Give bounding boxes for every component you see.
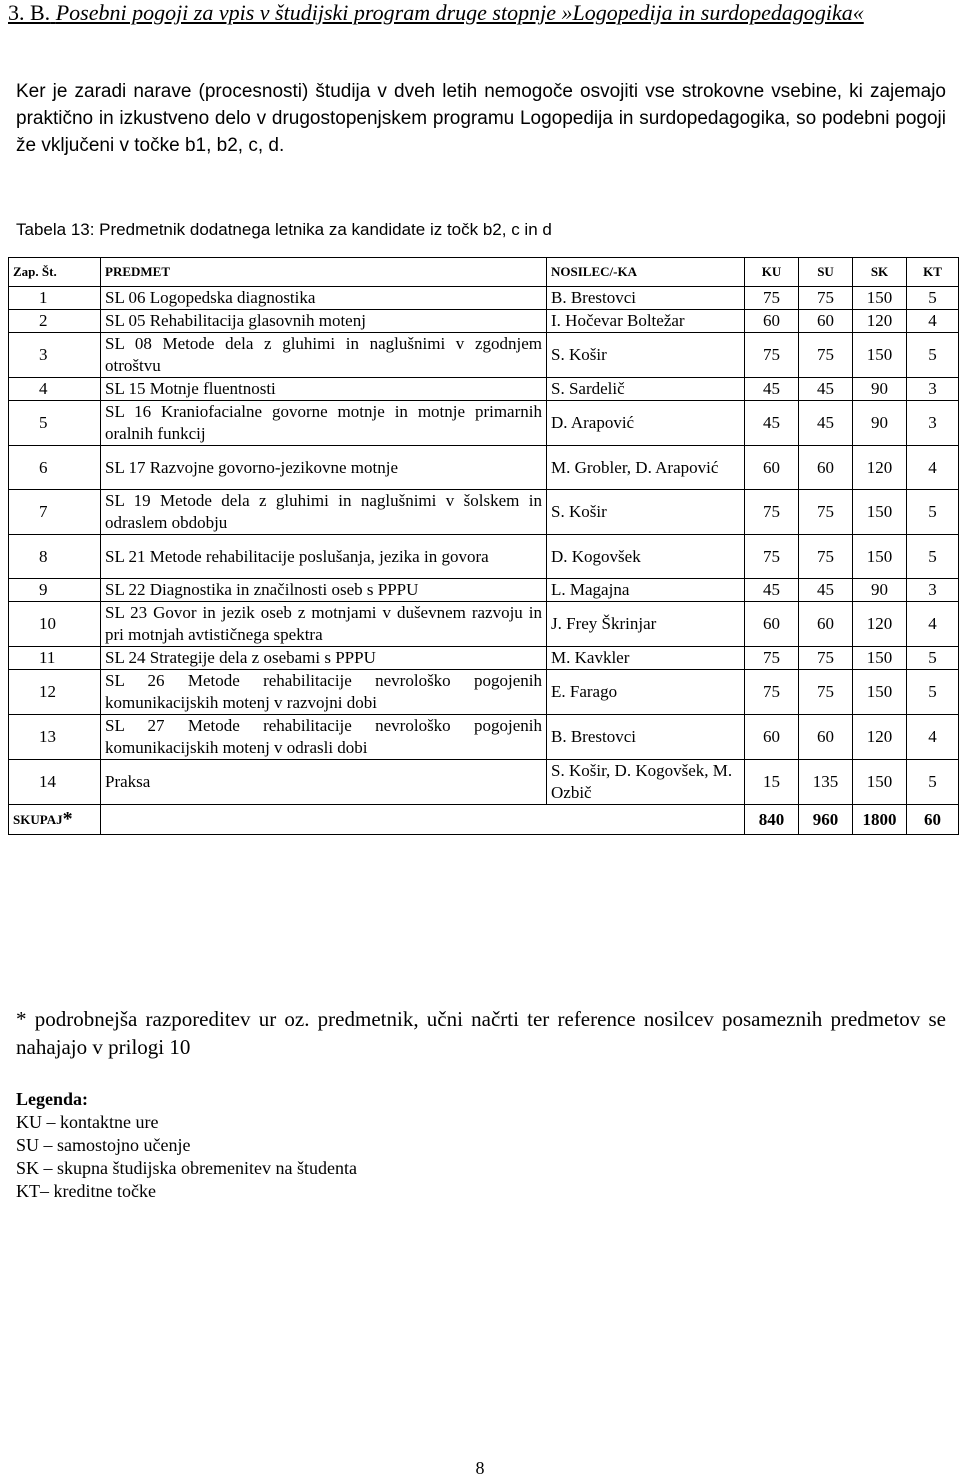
total-label-cell [9,805,101,835]
cell-zap: 11 [9,647,101,670]
cell-predmet: SL 27 Metode rehabilitacije nevrološko pogojenih komunikacijskih motenj v odrasli dobi [101,715,547,760]
header-sk: SK [853,258,907,287]
cell-ku: 75 [745,670,799,715]
cell-kt: 5 [907,287,959,310]
cell-predmet: SL 17 Razvojne govorno-jezikovne motnje [101,446,547,490]
cell-nosilec: E. Farago [547,670,745,715]
cell-su: 45 [799,579,853,602]
cell-ku: 75 [745,535,799,579]
total-label: SKUPAJ [13,812,63,827]
table-row [9,401,959,446]
intro-paragraph: Ker je zaradi narave (procesnosti) študija v dveh letih nemogoče osvojiti vse strokovne vsebine, ki zajemajo praktično in izkustveno delo v drugostopenjskem programu Logopedija in surdopedagogika, so podebni pogoji že vključeni v točke b1, b2, c, d. [16,81,946,156]
table-row [9,333,959,378]
table-row [9,647,959,670]
cell-zap: 13 [9,715,101,760]
cell-predmet: SL 23 Govor in jezik oseb z motnjami v duševnem razvoju in pri motnjah avtističnega spektra [101,602,547,647]
cell-sk: 120 [853,602,907,647]
cell-kt: 4 [907,446,959,490]
cell-zap: 14 [9,760,101,805]
cell-zap: 2 [9,310,101,333]
table-row [9,490,959,535]
total-ku: 840 [745,805,799,835]
section-heading [8,0,952,25]
total-kt: 60 [907,805,959,835]
cell-ku: 60 [745,446,799,490]
cell-predmet: SL 08 Metode dela z gluhimi in naglušnimi v zgodnjem otroštvu [101,333,547,378]
cell-nosilec: S. Sardelič [547,378,745,401]
cell-zap: 12 [9,670,101,715]
cell-sk: 90 [853,378,907,401]
cell-sk: 150 [853,760,907,805]
cell-ku: 75 [745,333,799,378]
cell-ku: 75 [745,287,799,310]
cell-nosilec: B. Brestovci [547,715,745,760]
cell-ku: 45 [745,401,799,446]
cell-predmet: SL 24 Strategije dela z osebami s PPPU [101,647,547,670]
cell-nosilec: B. Brestovci [547,287,745,310]
cell-predmet: Praksa [101,760,547,805]
cell-predmet: SL 15 Motnje fluentnosti [101,378,547,401]
cell-ku: 60 [745,602,799,647]
table-row [9,446,959,490]
section-title: Posebni pogoji za vpis v študijski program druge stopnje »Logopedija in surdopedagogika« [55,0,864,25]
cell-kt: 5 [907,490,959,535]
cell-predmet: SL 21 Metode rehabilitacije poslušanja, jezika in govora [101,535,547,579]
cell-sk: 120 [853,310,907,333]
table-row [9,760,959,805]
cell-su: 60 [799,310,853,333]
table-row [9,579,959,602]
cell-sk: 150 [853,287,907,310]
table-row [9,310,959,333]
cell-su: 75 [799,670,853,715]
cell-ku: 45 [745,378,799,401]
cell-zap: 8 [9,535,101,579]
cell-kt: 5 [907,333,959,378]
cell-nosilec: M. Grobler, D. Arapović [547,446,745,490]
section-number: 3. B. [8,0,51,25]
cell-predmet: SL 06 Logopedska diagnostika [101,287,547,310]
total-sk: 1800 [853,805,907,835]
table-row [9,602,959,647]
curriculum-table [8,257,959,835]
legend-item: KU – kontaktne ure [16,1112,159,1132]
legend-item: SK – skupna študijska obremenitev na študenta [16,1158,357,1178]
cell-zap: 7 [9,490,101,535]
cell-sk: 150 [853,670,907,715]
cell-su: 60 [799,446,853,490]
legend-item: KT– kreditne točke [16,1181,156,1201]
cell-nosilec: L. Magajna [547,579,745,602]
cell-su: 60 [799,602,853,647]
header-zap: Zap. Št. [9,258,101,287]
table-row [9,535,959,579]
cell-nosilec: D. Kogovšek [547,535,745,579]
table-caption: Tabela 13: Predmetnik dodatnega letnika za kandidate iz točk b2, c in d [16,220,552,239]
table-total-row [9,805,959,835]
cell-kt: 4 [907,310,959,333]
table-header-row [9,258,959,287]
header-su: SU [799,258,853,287]
cell-predmet: SL 26 Metode rehabilitacije nevrološko pogojenih komunikacijskih motenj v razvojni dobi [101,670,547,715]
cell-su: 75 [799,647,853,670]
cell-su: 60 [799,715,853,760]
table-row [9,287,959,310]
total-su: 960 [799,805,853,835]
cell-zap: 9 [9,579,101,602]
cell-su: 75 [799,490,853,535]
cell-su: 45 [799,401,853,446]
legend-title: Legenda: [16,1089,88,1109]
table-row [9,715,959,760]
cell-kt: 5 [907,670,959,715]
cell-nosilec: D. Arapović [547,401,745,446]
cell-su: 45 [799,378,853,401]
cell-kt: 3 [907,401,959,446]
header-ku: KU [745,258,799,287]
cell-kt: 3 [907,378,959,401]
cell-ku: 60 [745,715,799,760]
cell-nosilec: S. Košir [547,333,745,378]
cell-ku: 15 [745,760,799,805]
cell-sk: 150 [853,535,907,579]
total-empty-cell [101,805,745,835]
cell-predmet: SL 22 Diagnostika in značilnosti oseb s PPPU [101,579,547,602]
cell-kt: 4 [907,602,959,647]
cell-ku: 60 [745,310,799,333]
cell-predmet: SL 05 Rehabilitacija glasovnih motenj [101,310,547,333]
cell-kt: 4 [907,715,959,760]
cell-nosilec: I. Hočevar Boltežar [547,310,745,333]
cell-sk: 90 [853,401,907,446]
legend-item: SU – samostojno učenje [16,1135,191,1155]
table-row [9,670,959,715]
cell-zap: 10 [9,602,101,647]
cell-nosilec: S. Košir, D. Kogovšek, M. Ozbič [547,760,745,805]
cell-kt: 5 [907,647,959,670]
footnote: * podrobnejša razporeditev ur oz. predmetnik, učni načrti ter reference nosilcev posameznih predmetov se nahajajo v prilogi 10 [16,1007,946,1059]
cell-predmet: SL 19 Metode dela z gluhimi in naglušnimi v šolskem in odraslem obdobju [101,490,547,535]
header-predmet: PREDMET [101,258,547,287]
cell-kt: 5 [907,760,959,805]
header-nosilec: NOSILEC/-KA [547,258,745,287]
cell-predmet: SL 16 Kraniofacialne govorne motnje in motnje primarnih oralnih funkcij [101,401,547,446]
cell-sk: 150 [853,333,907,378]
cell-sk: 90 [853,579,907,602]
cell-sk: 120 [853,446,907,490]
header-kt: KT [907,258,959,287]
cell-ku: 75 [745,647,799,670]
cell-sk: 150 [853,647,907,670]
cell-zap: 4 [9,378,101,401]
cell-sk: 120 [853,715,907,760]
cell-nosilec: S. Košir [547,490,745,535]
table-row [9,378,959,401]
total-star: * [62,808,73,830]
cell-su: 135 [799,760,853,805]
page-number: 8 [475,1458,485,1478]
cell-kt: 5 [907,535,959,579]
cell-kt: 3 [907,579,959,602]
cell-ku: 45 [745,579,799,602]
legend [16,1088,357,1203]
cell-su: 75 [799,287,853,310]
cell-sk: 150 [853,490,907,535]
cell-zap: 6 [9,446,101,490]
cell-zap: 3 [9,333,101,378]
cell-nosilec: J. Frey Škrinjar [547,602,745,647]
cell-su: 75 [799,535,853,579]
cell-ku: 75 [745,490,799,535]
cell-zap: 5 [9,401,101,446]
cell-nosilec: M. Kavkler [547,647,745,670]
cell-su: 75 [799,333,853,378]
cell-zap: 1 [9,287,101,310]
